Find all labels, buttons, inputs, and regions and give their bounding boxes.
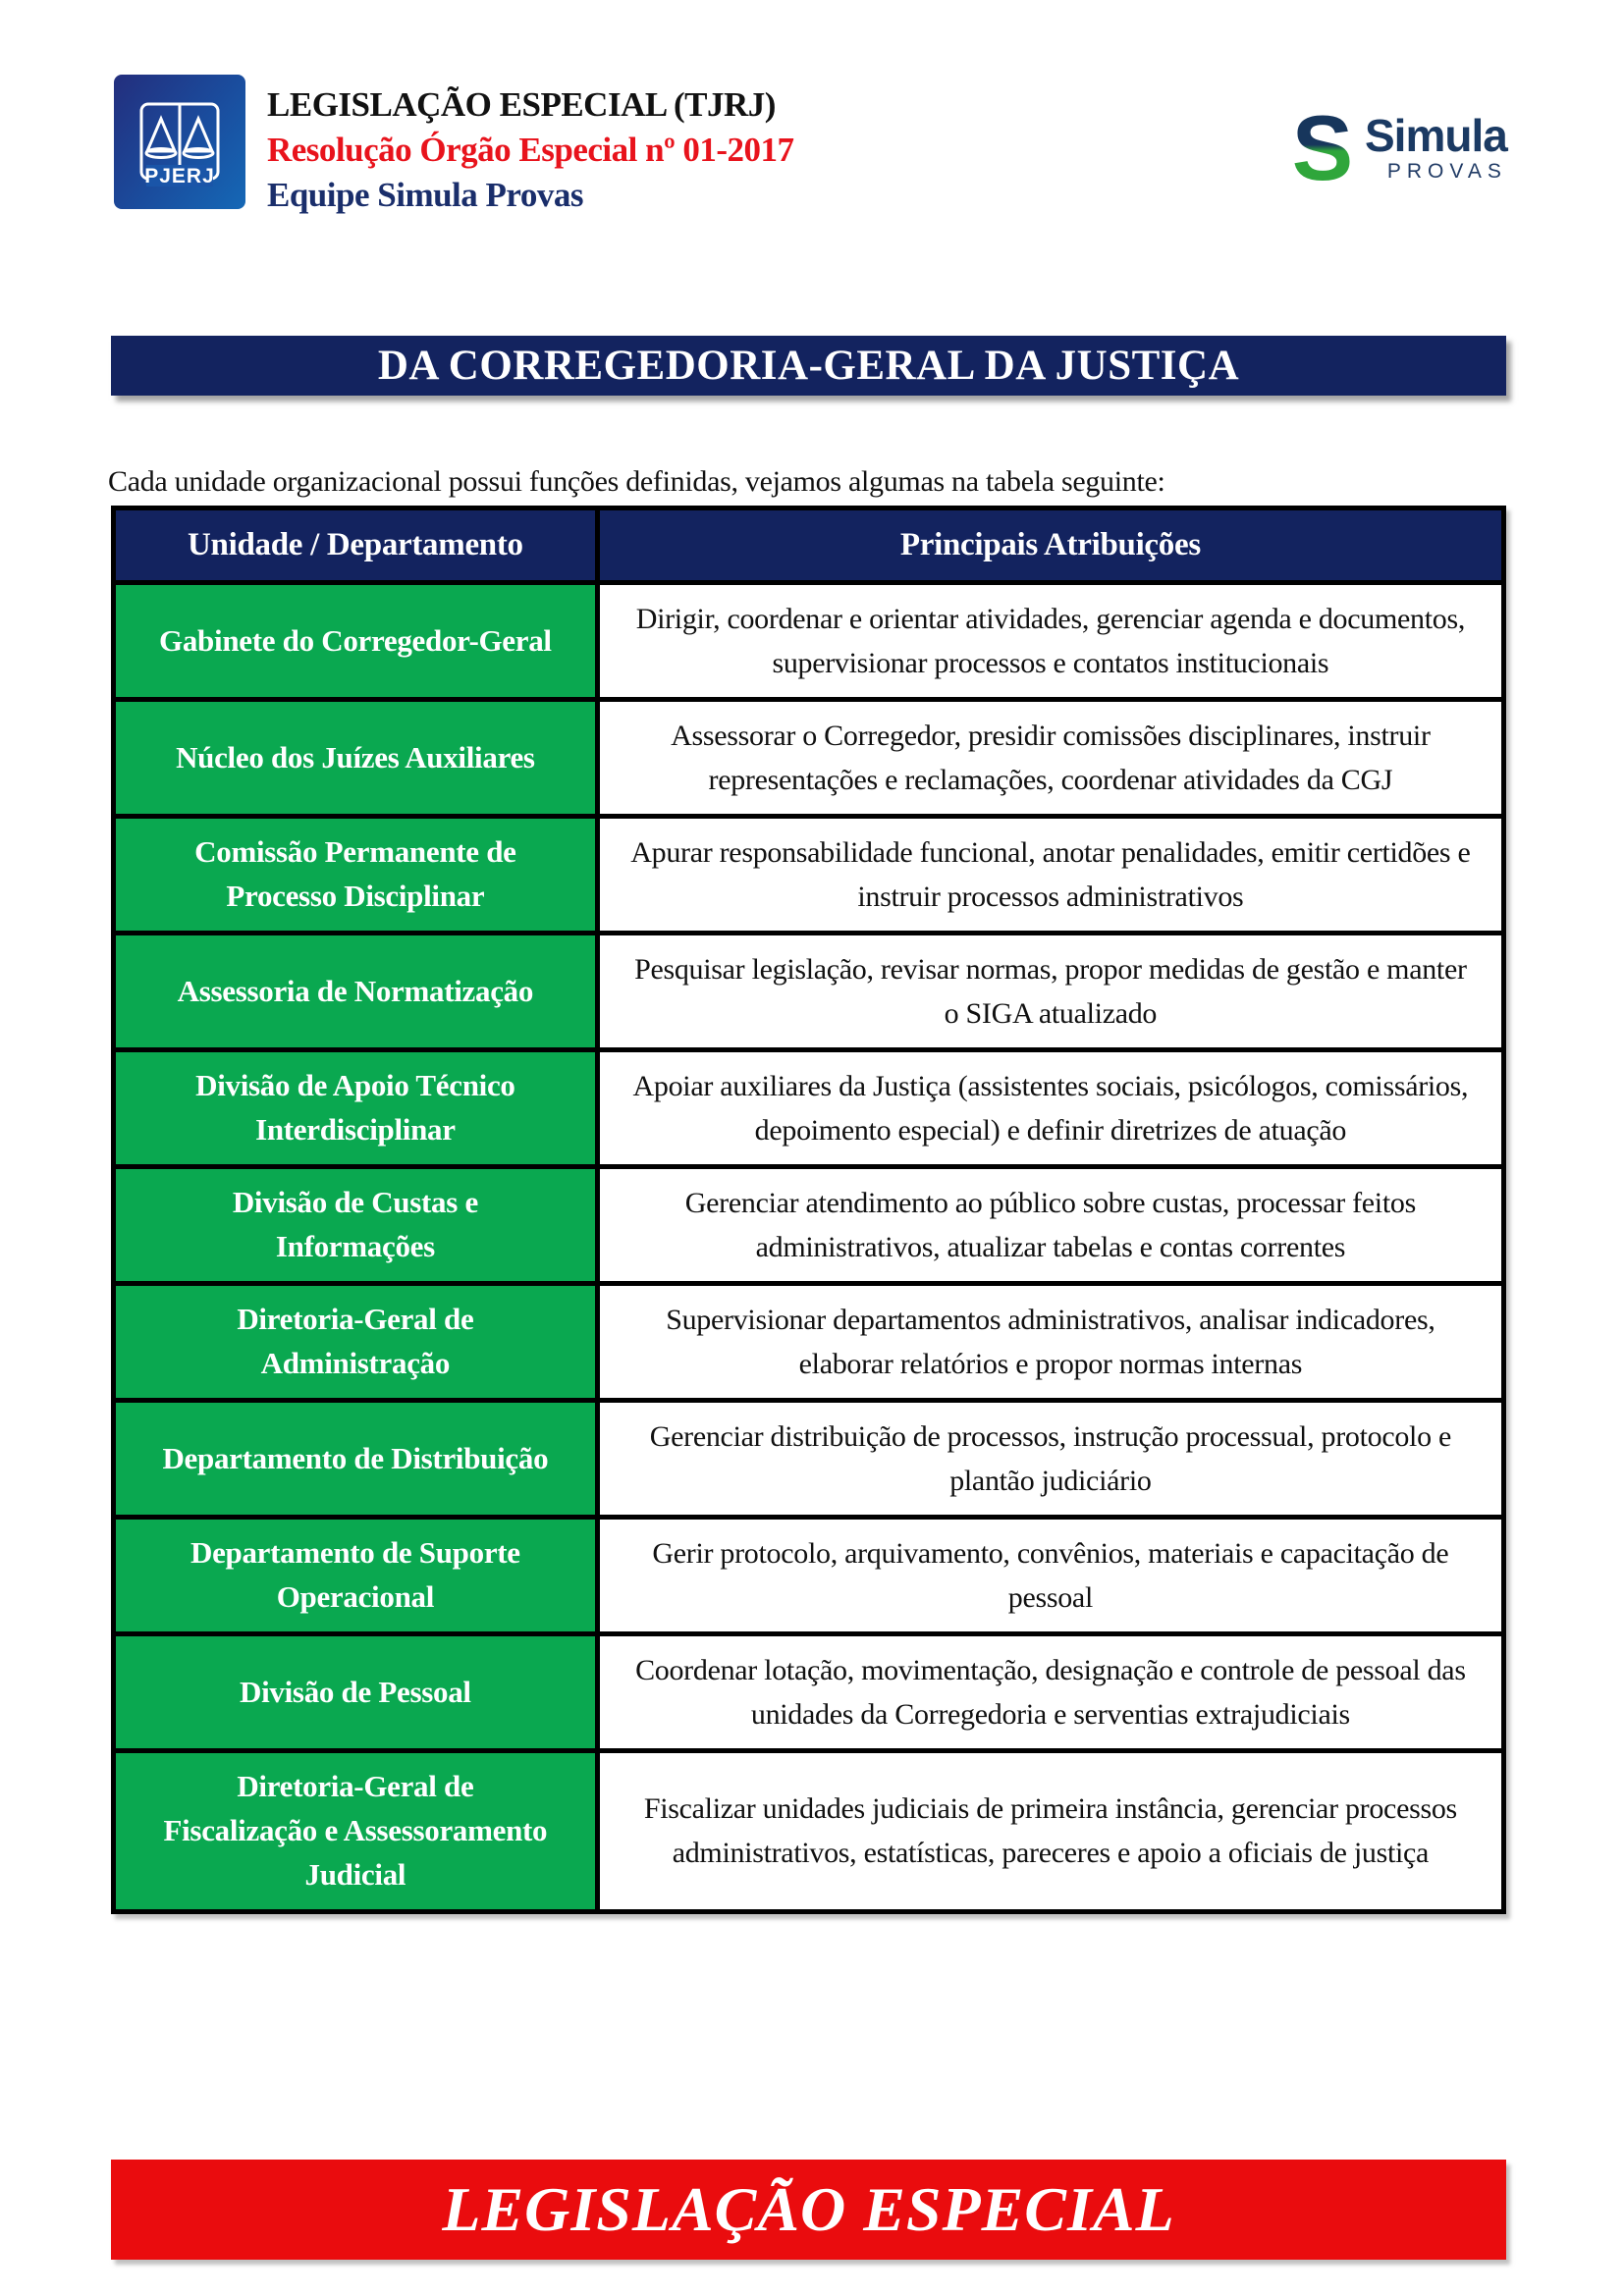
unit-cell: Núcleo dos Juízes Auxiliares — [114, 700, 598, 817]
header-title-block — [267, 82, 794, 218]
unit-cell: Divisão de Custas e Informações — [114, 1167, 598, 1284]
table-row — [114, 1050, 1504, 1167]
simula-s-icon — [1284, 104, 1361, 194]
scales-of-justice-icon — [114, 75, 245, 209]
unit-cell: Departamento de Distribuição — [114, 1401, 598, 1518]
unit-cell: Comissão Permanente de Processo Disciplinar — [114, 817, 598, 934]
table-row — [114, 817, 1504, 934]
simula-brand-subtitle: PROVAS — [1386, 160, 1507, 183]
attributions-cell: Coordenar lotação, movimentação, designação e controle de pessoal das unidades da Corregedoria e serventias extrajudiciais — [597, 1634, 1503, 1751]
attributions-cell: Assessorar o Corregedor, presidir comissões disciplinares, instruir representações e reclamações, coordenar atividades da CGJ — [597, 700, 1503, 817]
pjerj-logo-label: PJERJ — [144, 165, 215, 187]
simula-brand-name: Simula — [1365, 110, 1507, 161]
attributions-cell: Dirigir, coordenar e orientar atividades, gerenciar agenda e documentos, supervisionar processos e contatos institucionais — [597, 583, 1503, 700]
column-header-unit: Unidade / Departamento — [114, 508, 598, 583]
simula-brand-text — [1365, 110, 1507, 185]
table-row — [114, 1284, 1504, 1401]
simula-provas-logo — [1284, 104, 1507, 194]
attributions-cell: Gerir protocolo, arquivamento, convênios, materiais e capacitação de pessoal — [597, 1518, 1503, 1634]
table-row — [114, 1401, 1504, 1518]
unit-cell: Divisão de Apoio Técnico Interdisciplinar — [114, 1050, 598, 1167]
document-subtitle-resolution: Resolução Órgão Especial nº 01-2017 — [267, 131, 794, 169]
table-row — [114, 934, 1504, 1050]
table-header-row — [114, 508, 1504, 583]
document-title: LEGISLAÇÃO ESPECIAL (TJRJ) — [267, 85, 776, 124]
table-row — [114, 1518, 1504, 1634]
unit-cell: Departamento de Suporte Operacional — [114, 1518, 598, 1634]
unit-cell: Assessoria de Normatização — [114, 934, 598, 1050]
unit-cell: Diretoria-Geral de Fiscalização e Assessoramento Judicial — [114, 1751, 598, 1912]
attributions-cell: Gerenciar atendimento ao público sobre custas, processar feitos administrativos, atualizar tabelas e contas correntes — [597, 1167, 1503, 1284]
footer-banner-title: LEGISLAÇÃO ESPECIAL — [442, 2174, 1175, 2244]
unit-cell: Diretoria-Geral de Administração — [114, 1284, 598, 1401]
units-table-body — [114, 583, 1504, 1912]
attributions-cell: Supervisionar departamentos administrativos, analisar indicadores, elaborar relatórios e propor normas internas — [597, 1284, 1503, 1401]
attributions-cell: Gerenciar distribuição de processos, instrução processual, protocolo e plantão judiciário — [597, 1401, 1503, 1518]
pjerj-logo — [114, 75, 245, 209]
document-subtitle-team: Equipe Simula Provas — [267, 176, 583, 214]
attributions-cell: Fiscalizar unidades judiciais de primeira instância, gerenciar processos administrativos, estatísticas, pareceres e apoio a oficiais de justiça — [597, 1751, 1503, 1912]
attributions-cell: Apurar responsabilidade funcional, anotar penalidades, emitir certidões e instruir processos administrativos — [597, 817, 1503, 934]
table-row — [114, 1634, 1504, 1751]
attributions-cell: Pesquisar legislação, revisar normas, propor medidas de gestão e manter o SIGA atualizado — [597, 934, 1503, 1050]
unit-cell: Gabinete do Corregedor-Geral — [114, 583, 598, 700]
intro-paragraph: Cada unidade organizacional possui funções definidas, vejamos algumas na tabela seguinte: — [108, 465, 1165, 498]
svg-text:S: S — [1291, 104, 1354, 194]
section-title: DA CORREGEDORIA-GERAL DA JUSTIÇA — [377, 343, 1240, 389]
table-row — [114, 700, 1504, 817]
units-table — [111, 506, 1506, 1914]
table-row — [114, 1167, 1504, 1284]
table-row — [114, 583, 1504, 700]
table-row — [114, 1751, 1504, 1912]
unit-cell: Divisão de Pessoal — [114, 1634, 598, 1751]
section-title-banner — [111, 336, 1506, 396]
column-header-attributions: Principais Atribuições — [597, 508, 1503, 583]
attributions-cell: Apoiar auxiliares da Justiça (assistentes sociais, psicólogos, comissários, depoimento especial) e definir diretrizes de atuação — [597, 1050, 1503, 1167]
footer-banner — [111, 2160, 1506, 2260]
units-table-wrap — [111, 506, 1506, 1914]
